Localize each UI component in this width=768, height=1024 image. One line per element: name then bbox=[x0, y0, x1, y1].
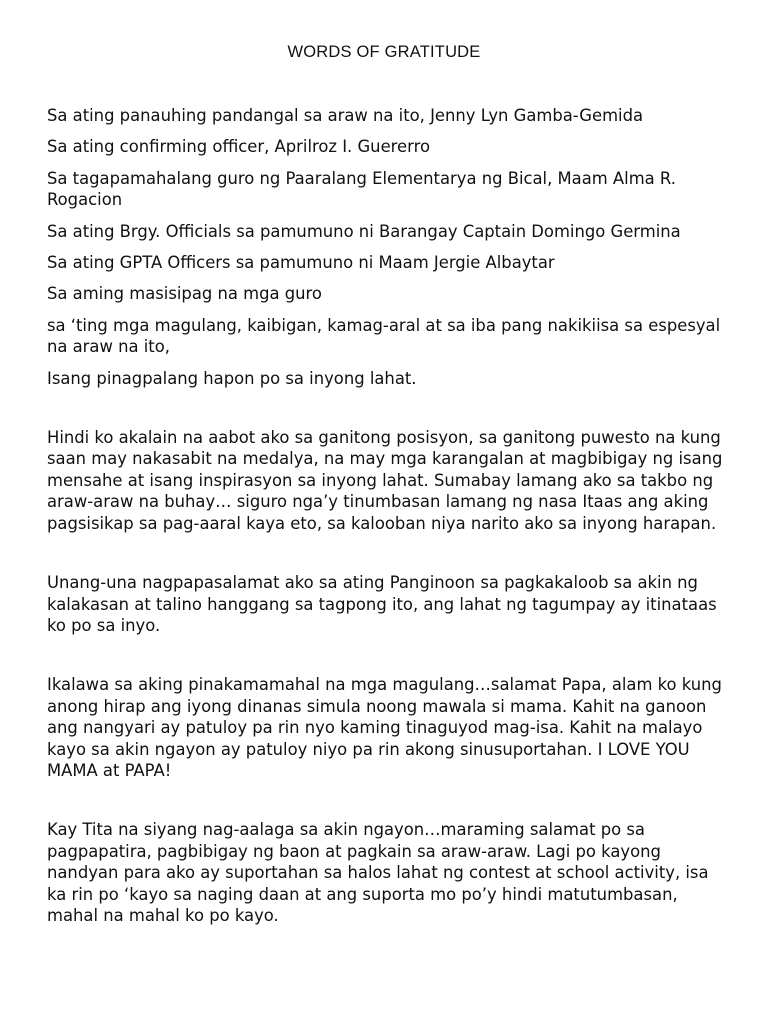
salutation-gpta-officers: Sa ating GPTA Officers sa pamumuno ni Maam Jergie Albaytar bbox=[47, 253, 555, 273]
salutation-parents-friends: sa ‘ting mga magulang, kaibigan, kamag-aral at sa iba pang nakikiisa sa espesyal na araw na ito, bbox=[47, 315, 721, 357]
salutation-confirming-officer: Sa ating confirming officer, Aprilroz I. Guererro bbox=[47, 137, 430, 157]
salutation-brgy-officials: Sa ating Brgy. Officials sa pamumuno ni Barangay Captain Domingo Germina bbox=[47, 221, 681, 241]
paragraph-thanks-parents: Ikalawa sa aking pinakamamahal na mga magulang…salamat Papa, alam ko kung anong hirap ang iyong dinanas simula noong mawala si mama. Kahit na ganoon ang nangyari ay patuloy pa rin nyo kaming tinaguyod mag-isa. Kahit na malayo kayo sa akin ngayon ay patuloy niyo pa rin akong sinusuportahan. I LOVE YOU MAMA at PAPA! bbox=[47, 675, 722, 780]
document-body bbox=[47, 105, 727, 926]
paragraph-thanks-tita: Kay Tita na siyang nag-aalaga sa akin ngayon…maraming salamat po sa pagpapatira, pagbibigay ng baon at pagkain sa araw-araw. Lagi po kayong nandyan para ako ay suportahan sa halos lahat ng contest at school activity, isa ka rin po ‘kayo sa naging daan at ang suporta mo po’y hindi matutumbasan, mahal na mahal ko po kayo. bbox=[47, 820, 709, 925]
paragraph-thanks-lord: Unang-una nagpapasalamat ako sa ating Panginoon sa pagkakaloob sa akin ng kalakasan at talino hanggang sa tagpong ito, ang lahat ng tagumpay ay itinataas ko po sa inyo. bbox=[47, 573, 717, 635]
document-title: WORDS OF GRATITUDE bbox=[287, 43, 481, 61]
greeting-line: Isang pinagpalang hapon po sa inyong lahat. bbox=[47, 368, 417, 388]
salutation-teachers: Sa aming masisipag na mga guro bbox=[47, 284, 322, 304]
salutation-head-teacher: Sa tagapamahalang guro ng Paaralang Elementarya ng Bical, Maam Alma R. Rogacion bbox=[47, 168, 676, 210]
salutation-guest-of-honor: Sa ating panauhing pandangal sa araw na ito, Jenny Lyn Gamba-Gemida bbox=[47, 106, 644, 125]
paragraph-introduction: Hindi ko akalain na aabot ako sa ganitong posisyon, sa ganitong puwesto na kung saan may nakasabit na medalya, na may mga karangalan at magbibigay ng isang mensahe at isang inspirasyon sa inyong lahat. Sumabay lamang ako sa takbo ng araw-araw na buhay… siguro nga’y tinumbasan lamang ng nasa Itaas ang aking pagsisikap sa pag-aaral kaya eto, sa kalooban niya narito ako sa inyong harapan. bbox=[47, 428, 723, 533]
